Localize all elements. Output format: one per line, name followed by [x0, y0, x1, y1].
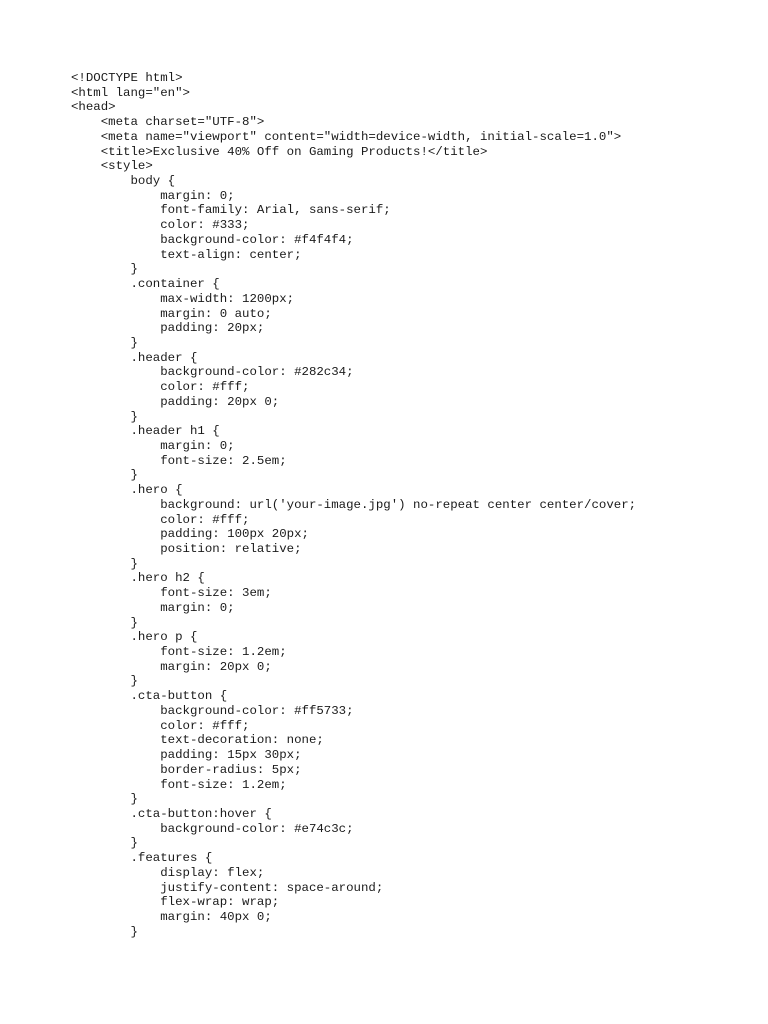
code-line: <title>Exclusive 40% Off on Gaming Products!</title>: [71, 144, 488, 159]
code-line: <html lang="en">: [71, 85, 190, 100]
code-line: }: [71, 556, 138, 571]
code-line: }: [71, 262, 138, 277]
code-line: padding: 100px 20px;: [71, 527, 309, 542]
code-line: background-color: #282c34;: [71, 365, 354, 380]
code-line: color: #fff;: [71, 380, 250, 395]
code-line: background: url('your-image.jpg') no-repeat center center/cover;: [71, 497, 637, 512]
code-line: margin: 0 auto;: [71, 306, 272, 321]
code-line: }: [71, 836, 138, 851]
code-line: margin: 0;: [71, 188, 235, 203]
code-line: text-align: center;: [71, 247, 302, 262]
code-line: <meta name="viewport" content="width=device-width, initial-scale=1.0">: [71, 129, 622, 144]
code-line: <head>: [71, 100, 116, 115]
code-line: font-family: Arial, sans-serif;: [71, 203, 391, 218]
code-line: max-width: 1200px;: [71, 291, 295, 306]
code-line: background-color: #e74c3c;: [71, 821, 354, 836]
code-line: text-decoration: none;: [71, 733, 324, 748]
code-line: background-color: #ff5733;: [71, 703, 354, 718]
code-line: margin: 0;: [71, 438, 235, 453]
code-line: padding: 20px 0;: [71, 394, 280, 409]
code-line: font-size: 1.2em;: [71, 777, 287, 792]
code-line: .hero {: [71, 483, 183, 498]
code-line: font-size: 1.2em;: [71, 645, 287, 660]
code-line: flex-wrap: wrap;: [71, 895, 280, 910]
code-line: .cta-button {: [71, 689, 228, 704]
code-line: }: [71, 792, 138, 807]
code-listing: [71, 71, 636, 939]
code-line: .hero p {: [71, 630, 198, 645]
code-line: position: relative;: [71, 542, 302, 556]
code-line: margin: 20px 0;: [71, 659, 272, 674]
code-line: <!DOCTYPE html>: [71, 71, 183, 85]
code-line: color: #333;: [71, 218, 250, 233]
code-line: color: #fff;: [71, 718, 250, 733]
code-line: .cta-button:hover {: [71, 806, 272, 821]
code-line: <meta charset="UTF-8">: [71, 115, 265, 130]
code-line: }: [71, 409, 138, 424]
code-line: body {: [71, 174, 176, 189]
code-line: }: [71, 924, 138, 939]
code-line: font-size: 2.5em;: [71, 453, 287, 468]
code-line: }: [71, 335, 138, 350]
code-line: }: [71, 615, 138, 630]
code-line: justify-content: space-around;: [71, 880, 384, 895]
code-line: padding: 20px;: [71, 321, 265, 336]
code-line: color: #fff;: [71, 512, 250, 527]
code-line: margin: 40px 0;: [71, 909, 272, 924]
code-line: }: [71, 674, 138, 689]
code-line: .header {: [71, 350, 198, 365]
code-line: border-radius: 5px;: [71, 762, 302, 777]
code-line: display: flex;: [71, 865, 265, 880]
code-line: padding: 15px 30px;: [71, 748, 302, 763]
code-line: background-color: #f4f4f4;: [71, 232, 354, 247]
code-line: <style>: [71, 159, 153, 174]
code-line: font-size: 3em;: [71, 586, 272, 601]
code-line: .container {: [71, 277, 220, 292]
code-line: .header h1 {: [71, 424, 220, 439]
code-line: }: [71, 468, 138, 483]
code-line: .hero h2 {: [71, 571, 205, 586]
code-line: .features {: [71, 851, 213, 866]
code-line: margin: 0;: [71, 600, 235, 615]
